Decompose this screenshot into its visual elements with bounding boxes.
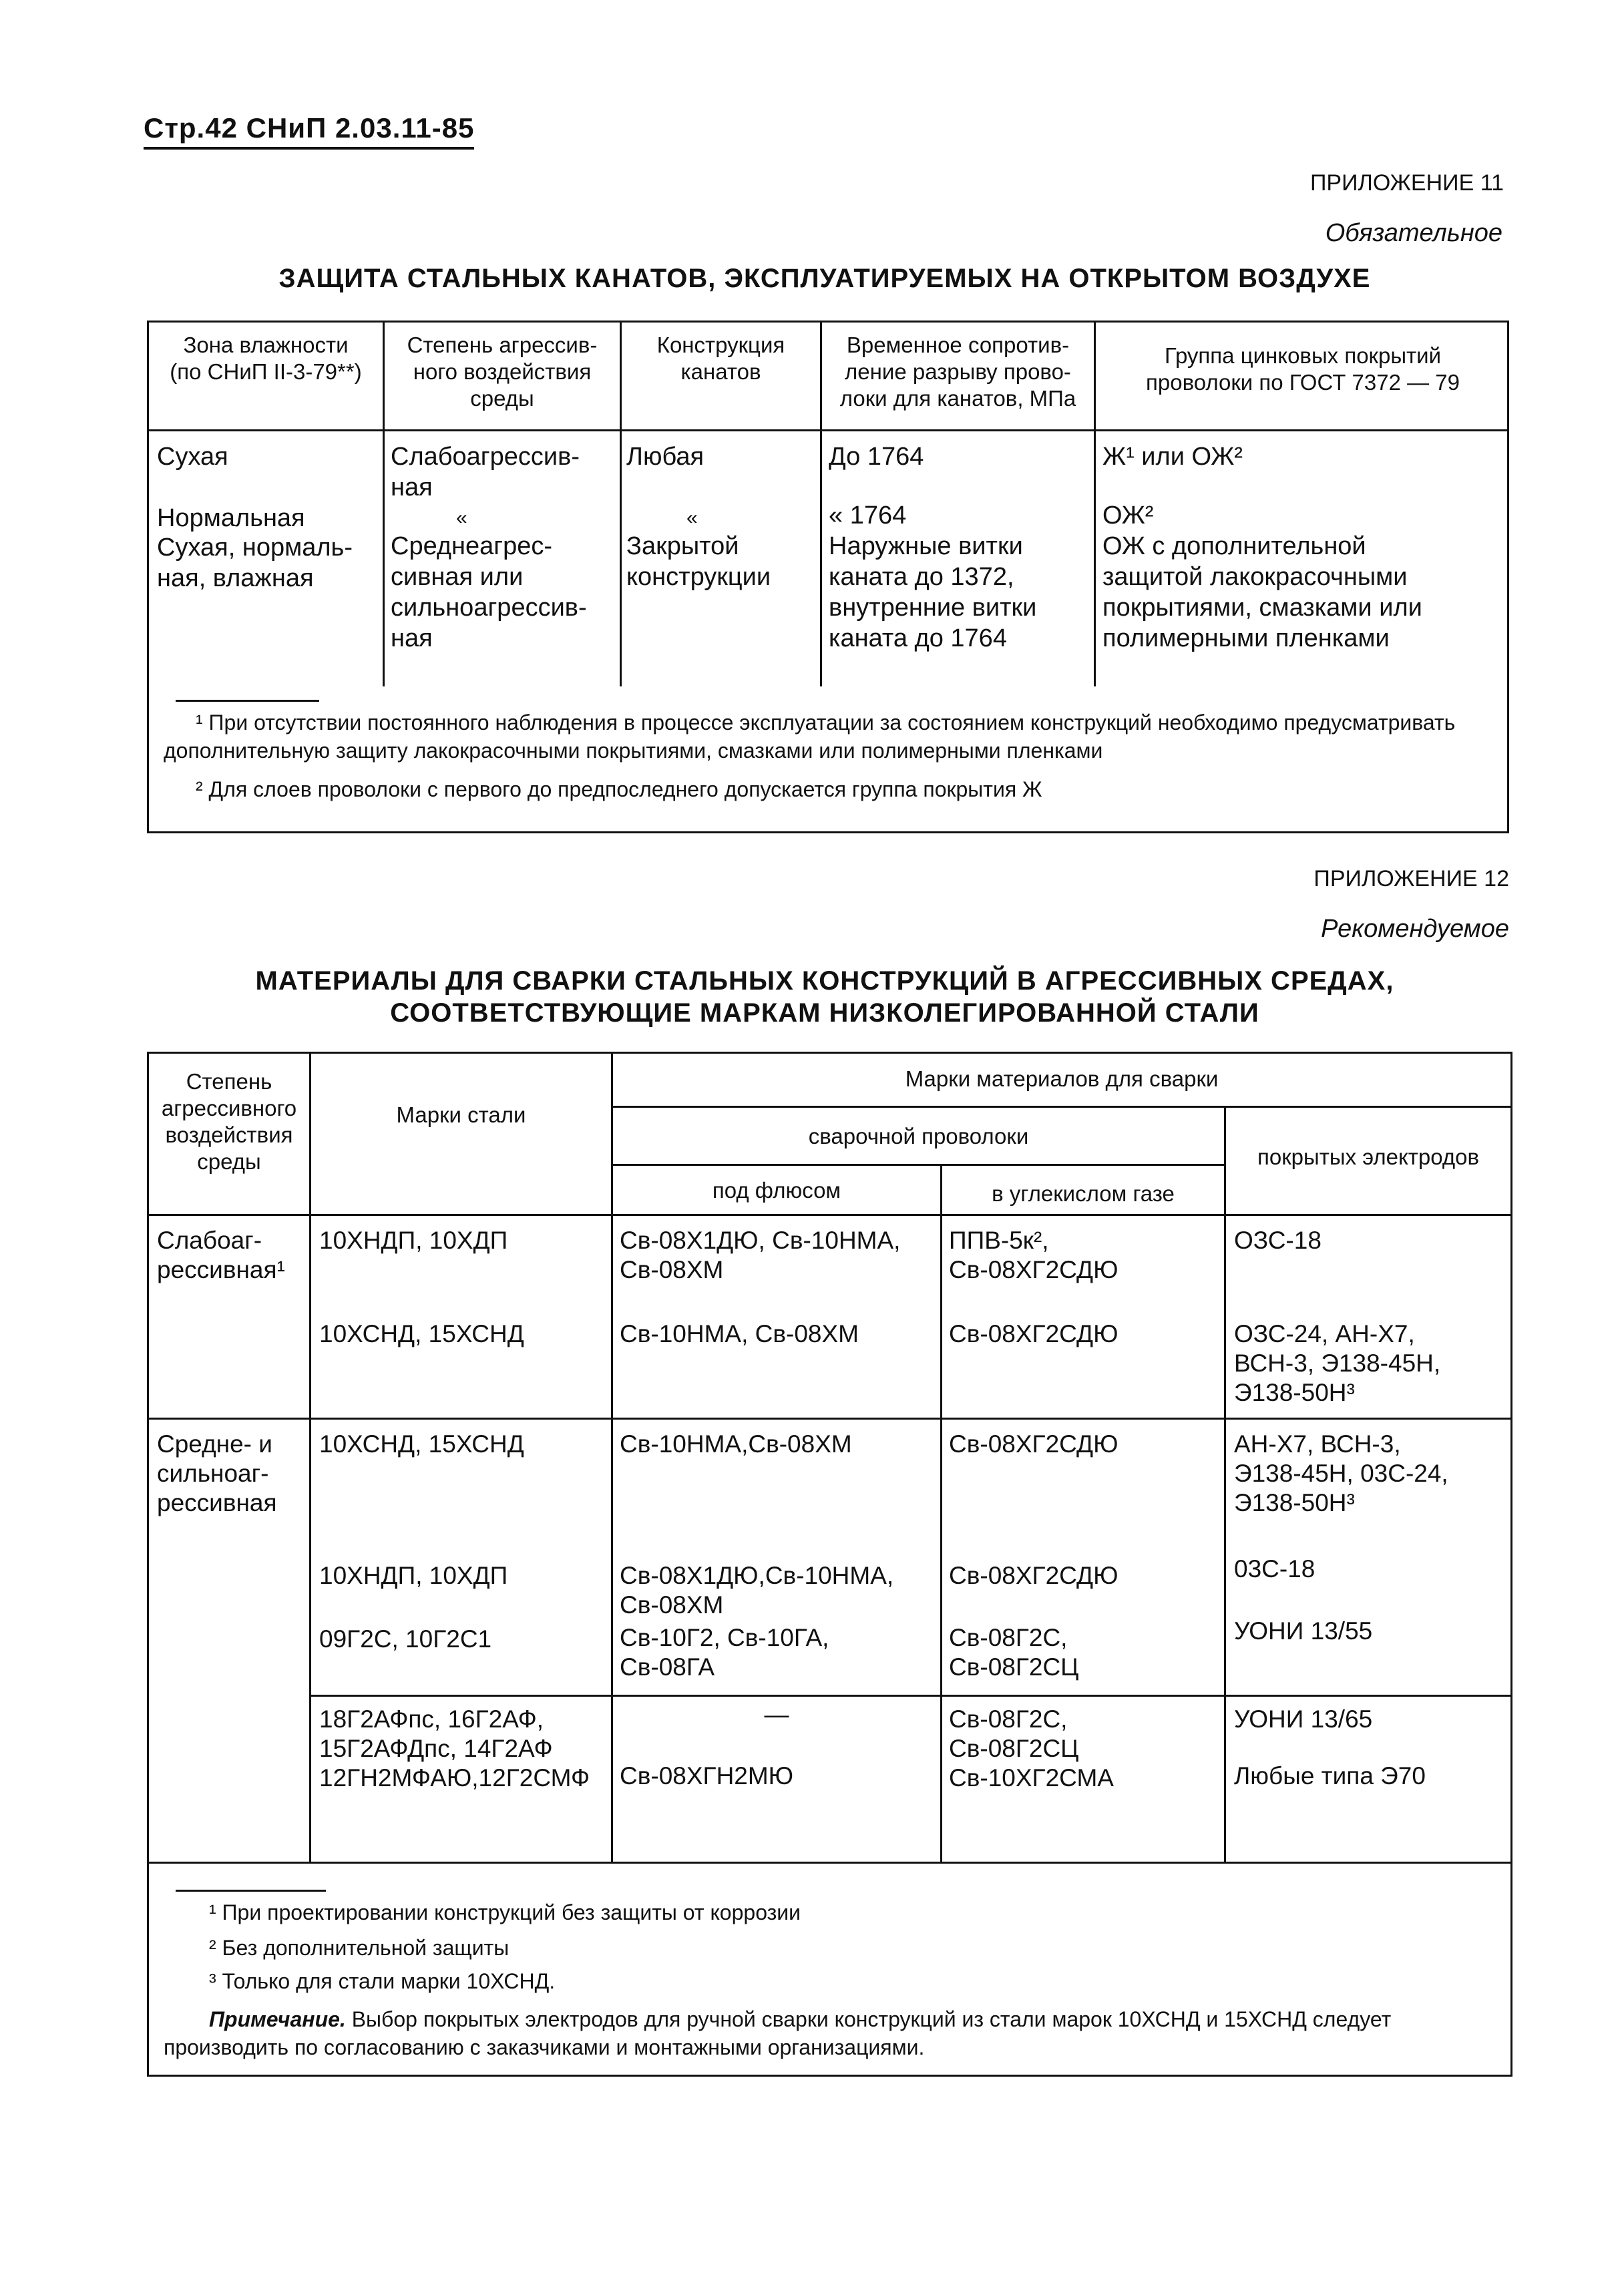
- footnote-1: ¹ При отсутствии постоянного наблюдения в процессе эксплуатации за состоянием конструкций необходимо предусматривать дополнительную защиту лакокрасочными покрытиями, смазками или полимерными пленками: [164, 710, 1456, 763]
- header-aggressiveness: Степень агрессив- ного воздействия среды: [407, 333, 598, 411]
- cell-wire-flux: Св-08Х1ДЮ, Св-10НМА, Св-08ХМ: [620, 1227, 901, 1283]
- cell-construction-closed: Закрытой конструкции: [626, 532, 771, 591]
- header-welding-materials: Марки материалов для сварки: [905, 1066, 1219, 1091]
- header-zinc-coating-group: Группа цинковых покрытий проволоки по ГОСТ 7372 — 79: [1146, 343, 1460, 395]
- header-steel-grades: Марки стали: [396, 1102, 526, 1127]
- cell-electrodes: 03С-18: [1234, 1555, 1315, 1583]
- cell-strength-ditto-1764: « 1764: [829, 501, 907, 530]
- header-rope-construction: Конструкция канатов: [656, 333, 785, 384]
- note: [164, 2005, 1504, 2061]
- cell-wire-flux: Св-10НМА, Св-08ХМ: [620, 1320, 859, 1347]
- cell-steel: 10ХСНД, 15ХСНД: [319, 1320, 524, 1347]
- header-coated-electrodes: покрытых электродов: [1257, 1144, 1479, 1169]
- footnote-2: ² Для слоев проволоки с первого до предпоследнего допускается группа покрытия Ж: [196, 777, 1042, 801]
- cell-strength-1764: До 1764: [829, 443, 924, 471]
- table-steel-ropes: [147, 321, 1509, 833]
- table-welding-materials: [147, 1052, 1512, 2077]
- cell-wire-flux: Св-10НМА,Св-08ХМ: [620, 1430, 852, 1458]
- cell-electrodes: ОЗС-24, АН-Х7, ВСН-3, Э138-45Н, Э138-50Н³: [1234, 1320, 1441, 1406]
- note-label: Примечание.: [209, 2007, 346, 2031]
- header-welding-wire: сварочной проволоки: [808, 1124, 1029, 1149]
- cell-zone-normal: Нормальная: [157, 504, 305, 532]
- appendix-12-status: Рекомендуемое: [1321, 915, 1509, 943]
- footnote-rule: [176, 1890, 326, 1892]
- cell-ditto-construction: «: [686, 507, 698, 529]
- footnote-1: ¹ При проектировании конструкций без защиты от коррозии: [209, 1900, 801, 1924]
- cell-steel: 10ХНДП, 10ХДП: [319, 1562, 508, 1589]
- header-degree: Степень агрессивного воздействия среды: [161, 1069, 297, 1174]
- appendix-11-label: ПРИЛОЖЕНИЕ 11: [1309, 170, 1504, 196]
- note-text: Выбор покрытых электродов для ручной сварки конструкций из стали марок 10ХСНД и 15ХСНД следует производить по согласованию с заказчиками и монтажными организациями.: [164, 2007, 1392, 2059]
- page-header: Стр.42 СНиП 2.03.11-85: [144, 112, 474, 150]
- cell-electrodes: АН-Х7, ВСН-3, Э138-45Н, 03С-24, Э138-50Н³: [1234, 1430, 1448, 1516]
- cell-construction-any: Любая: [626, 443, 704, 471]
- cell-wire-flux-dash: —: [764, 1701, 789, 1728]
- header-tensile-strength: Временное сопротив- ление разрыву прово- локи для канатов, МПа: [839, 333, 1076, 411]
- cell-wire-flux: Св-08ХГН2МЮ: [620, 1762, 794, 1790]
- cell-steel: 10ХСНД, 15ХСНД: [319, 1430, 524, 1458]
- cell-wire-co2: Св-08Г2С, Св-08Г2СЦ Св-10ХГ2СМА: [949, 1705, 1114, 1792]
- cell-electrodes: УОНИ 13/65: [1234, 1705, 1373, 1733]
- cell-degree-medium-strong: Среднеагрес- сивная или сильноагрессив- ная: [391, 532, 587, 652]
- cell-wire-co2: Св-08ХГ2СДЮ: [949, 1320, 1119, 1347]
- cell-electrodes: Любые типа Э70: [1234, 1762, 1426, 1790]
- cell-steel: 09Г2С, 10Г2С1: [319, 1625, 492, 1653]
- cell-wire-co2: Св-08ХГ2СДЮ: [949, 1562, 1119, 1589]
- cell-wire-co2: Св-08Г2С, Св-08Г2СЦ: [949, 1624, 1079, 1681]
- appendix-12-title-line-2: СООТВЕТСТВУЮЩИЕ МАРКАМ НИЗКОЛЕГИРОВАННОЙ СТАЛИ: [390, 998, 1259, 1028]
- cell-coating-zh-ozh: Ж¹ или ОЖ²: [1102, 443, 1243, 471]
- header-in-co2: в углекислом газе: [992, 1181, 1175, 1206]
- cell-electrodes: ОЗС-18: [1234, 1227, 1322, 1254]
- appendix-12-label: ПРИЛОЖЕНИЕ 12: [1313, 866, 1509, 891]
- cell-strength-turns: Наружные витки каната до 1372, внутренние витки каната до 1764: [829, 532, 1037, 652]
- footnote-rule: [176, 700, 319, 702]
- cell-steel: 10ХНДП, 10ХДП: [319, 1227, 508, 1254]
- cell-zone-dry: Сухая: [157, 443, 228, 471]
- cell-ditto-degree: «: [456, 507, 467, 529]
- cell-wire-co2: ППВ-5к², Св-08ХГ2СДЮ: [949, 1227, 1119, 1283]
- header-humidity-zone: Зона влажности (по СНиП II-3-79**): [170, 333, 362, 384]
- cell-wire-flux: Св-08Х1ДЮ,Св-10НМА, Св-08ХМ: [620, 1562, 894, 1619]
- cell-coating-ozh: ОЖ²: [1102, 501, 1154, 530]
- footnote-3: ³ Только для стали марки 10ХСНД.: [209, 1969, 556, 1993]
- cell-degree-weak: Слабоаг- рессивная¹: [157, 1227, 285, 1283]
- cell-degree-weak: Слабоагрессив- ная: [391, 443, 580, 501]
- cell-wire-flux: Св-10Г2, Св-10ГА, Св-08ГА: [620, 1624, 829, 1681]
- cell-zone-all: Сухая, нормаль- ная, влажная: [157, 534, 353, 592]
- header-under-flux: под флюсом: [712, 1178, 841, 1203]
- appendix-11-status: Обязательное: [1325, 219, 1502, 247]
- footnote-2: ² Без дополнительной защиты: [209, 1936, 510, 1960]
- cell-coating-ozh-protected: ОЖ с дополнительной защитой лакокрасочными покрытиями, смазками или полимерными пленками: [1102, 532, 1422, 652]
- cell-degree-medium-strong: Средне- и сильноаг- рессивная: [157, 1430, 277, 1516]
- cell-wire-co2: Св-08ХГ2СДЮ: [949, 1430, 1119, 1458]
- appendix-11-title: ЗАЩИТА СТАЛЬНЫХ КАНАТОВ, ЭКСПЛУАТИРУЕМЫХ НА ОТКРЫТОМ ВОЗДУХЕ: [278, 264, 1371, 293]
- cell-electrodes: УОНИ 13/55: [1234, 1617, 1373, 1645]
- cell-steel: 18Г2АФпс, 16Г2АФ, 15Г2АФДпс, 14Г2АФ 12ГН2МФАЮ,12Г2СМФ: [319, 1705, 590, 1792]
- appendix-12-title-line-1: МАТЕРИАЛЫ ДЛЯ СВАРКИ СТАЛЬНЫХ КОНСТРУКЦИЙ В АГРЕССИВНЫХ СРЕДАХ,: [255, 966, 1394, 996]
